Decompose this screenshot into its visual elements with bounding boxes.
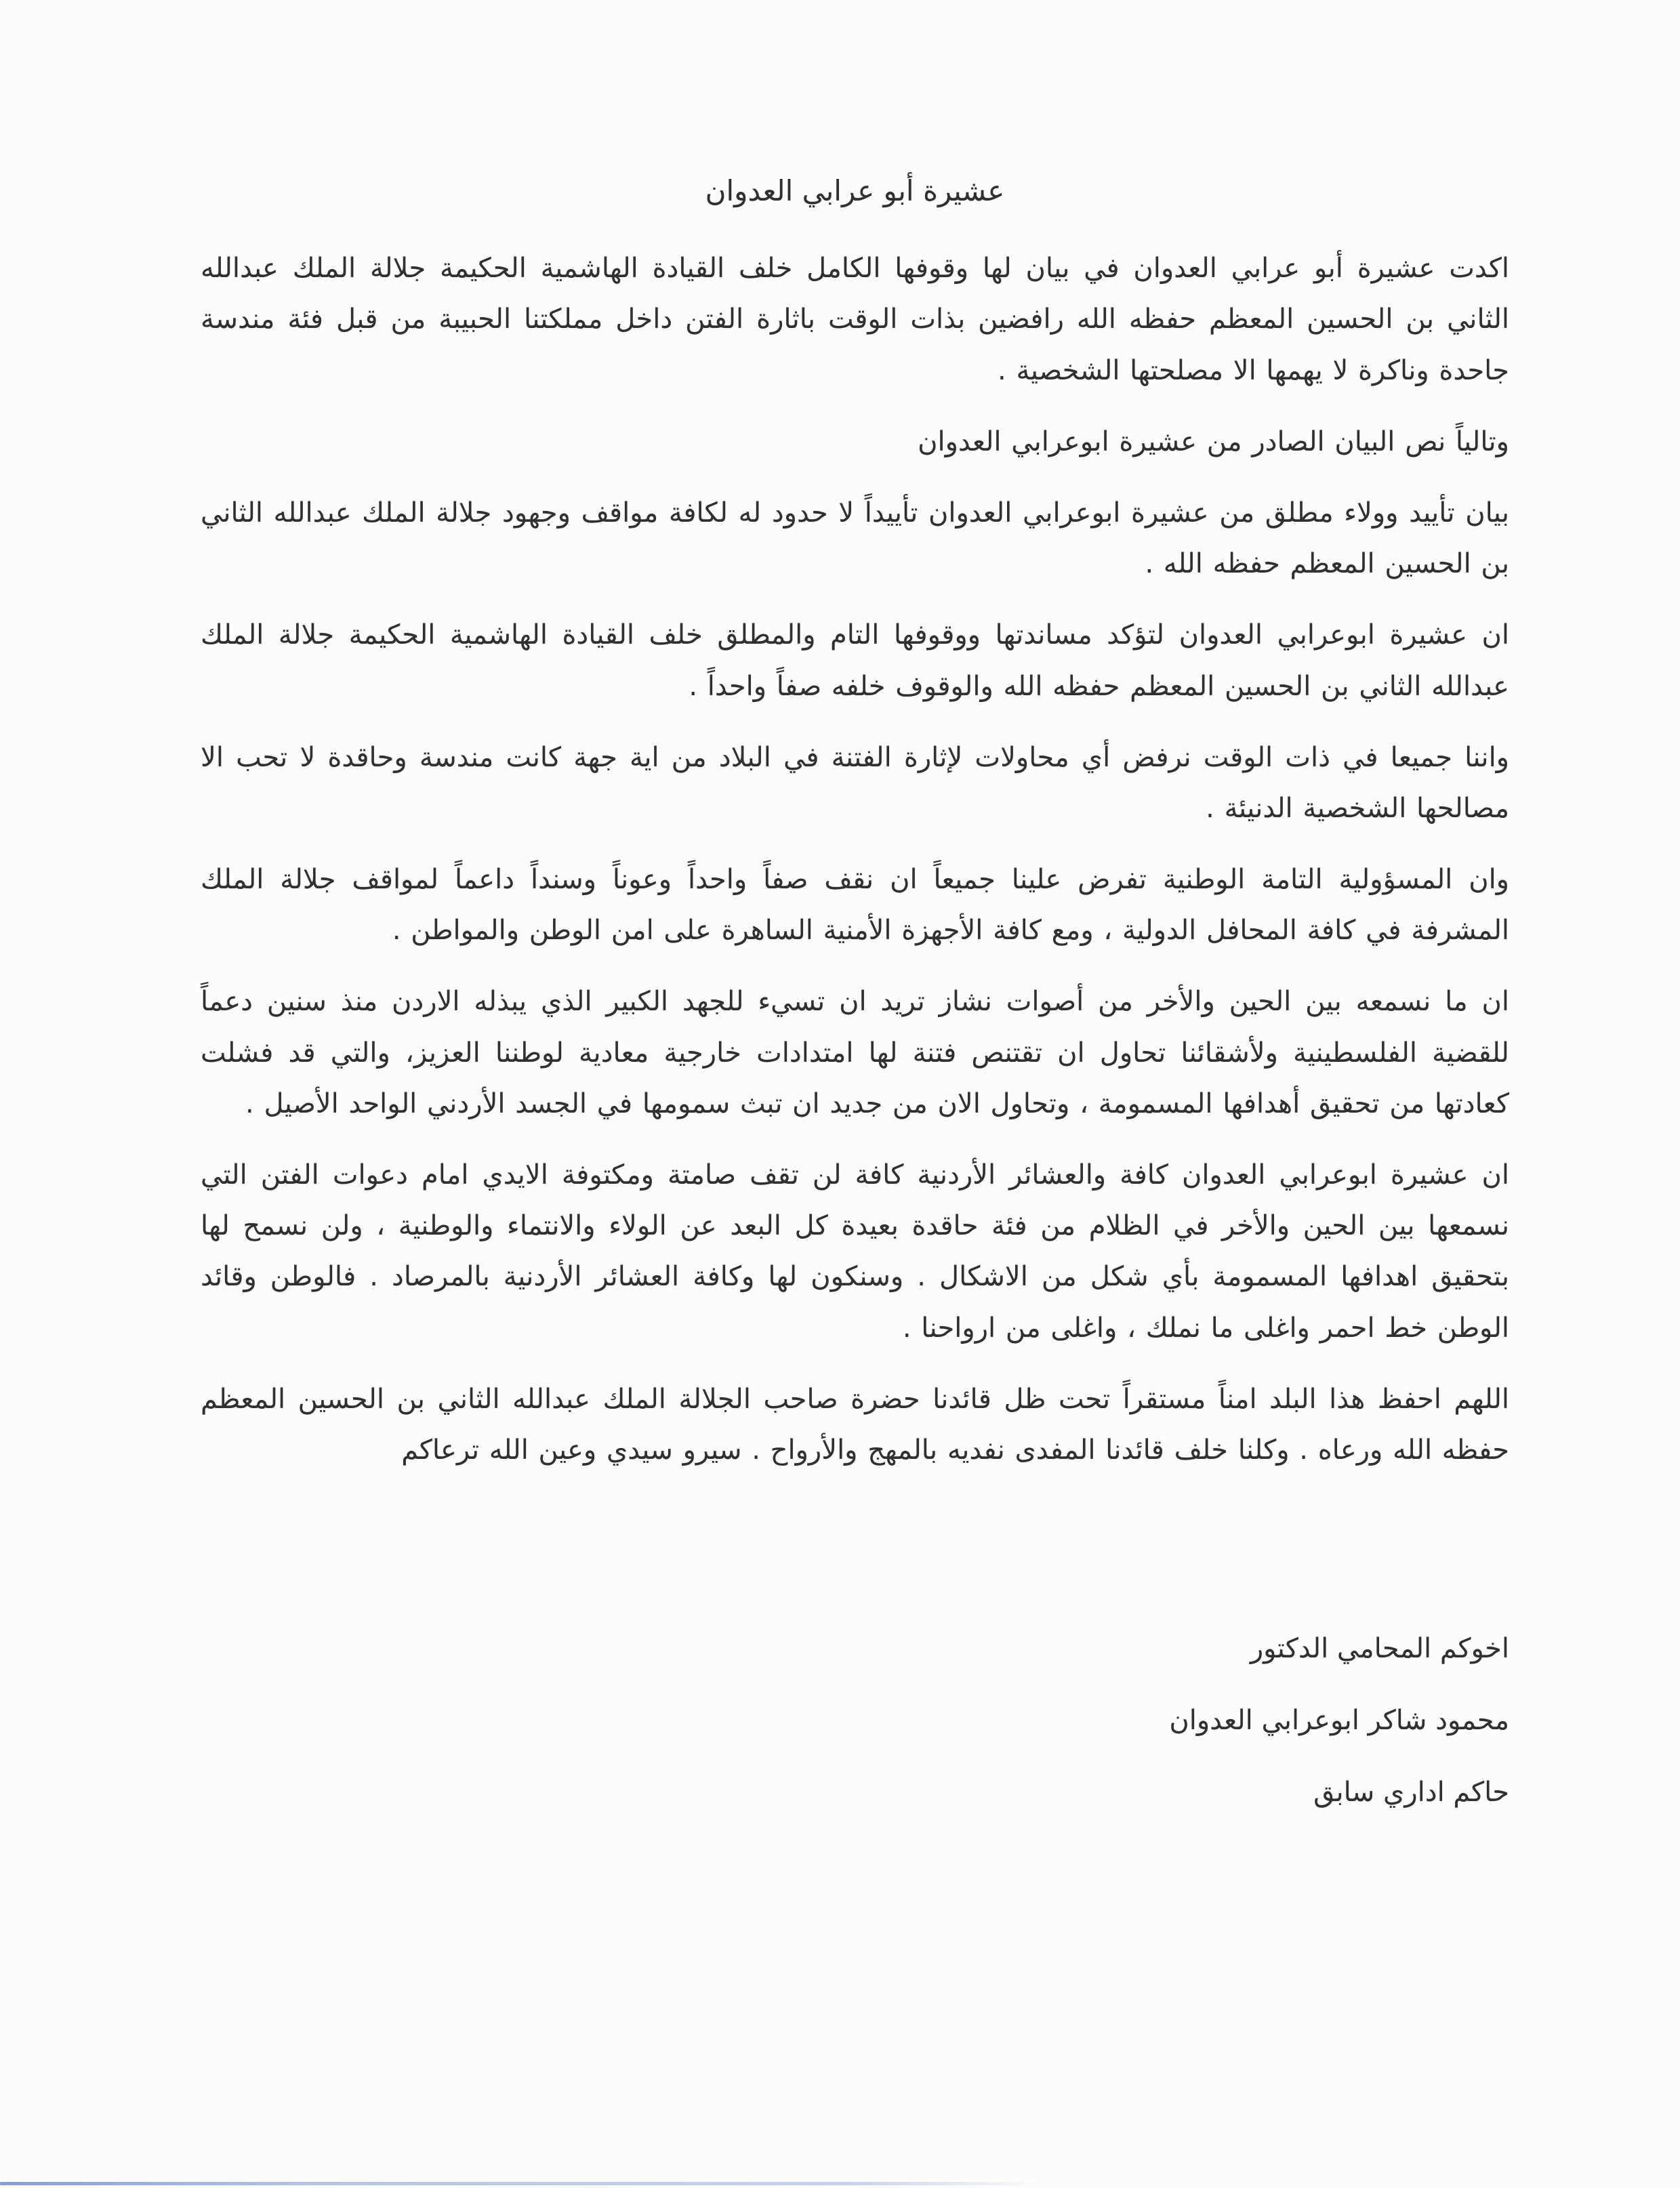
signature-block [201, 1624, 1509, 1817]
statement-lead-line: وتالياً نص البيان الصادر من عشيرة ابوعرابي العدوان [918, 426, 1509, 457]
statement-paragraph-national-duty: وان المسؤولية التامة الوطنية تفرض علينا جميعاً ان نقف صفاً واحداً وعوناً وسنداً داعماً لمواقف جلالة الملك المشرفة في كافة المحافل الدولية ، ومع كافة الأجهزة الأمنية الساهرة على امن الوطن والمواطن . [201, 864, 1509, 947]
signature-former-title: حاكم اداري سابق [1313, 1777, 1509, 1809]
signature-name: محمود شاكر ابوعرابي العدوان [1169, 1705, 1509, 1737]
statement-paragraph-tribes-stance: ان عشيرة ابوعرابي العدوان كافة والعشائر الأردنية كافة لن تقف صامتة ومكتوفة الايدي امام دعوات الفتن التي نسمعها بين الحين والأخر في الظلام من فئة حاقدة بعيدة كل البعد عن الولاء والانتماء والوطنية ، ولن نسمح لها بتحقيق اهدافها المسمومة بأي شكل من الاشكال . وسنكون لها وكافة العشائر الأردنية بالمرصاد . فالوطن وقائد الوطن خط احمر واغلى ما نملك ، واغلى من ارواحنا . [201, 1159, 1509, 1344]
statement-paragraph-prayer: اللهم احفظ هذا البلد امناً مستقراً تحت ظل قائدنا حضرة صاحب الجلالة الملك عبدالله الثاني بن الحسين المعظم حفظه الله ورعاه . وكلنا خلف قائدنا المفدى نفديه بالمهج والأرواح . سيرو سيدي وعين الله ترعاكم [201, 1383, 1509, 1466]
statement-paragraph-support: بيان تأييد وولاء مطلق من عشيرة ابوعرابي العدوان تأييداً لا حدود له لكافة مواقف وجهود جلالة الملك عبدالله الثاني بن الحسين المعظم حفظه الله . [201, 497, 1509, 580]
signature-salutation: اخوكم المحامي الدكتور [1250, 1633, 1509, 1665]
statement-paragraph-reject-sedition: واننا جميعا في ذات الوقت نرفض أي محاولات لإثارة الفتنة في البلاد من اية جهة كانت مندسة وحاقدة لا تحب الا مصالحها الشخصية الدنيئة . [201, 741, 1509, 824]
statement-paragraph-discordant-voices: ان ما نسمعه بين الحين والأخر من أصوات نشاز تريد ان تسيء للجهد الكبير الذي يبذله الاردن منذ سنين دعماً للقضية الفلسطينية ولأشقائنا تحاول ان تقتنص فتنة لها امتدادات خارجية معادية لوطننا العزيز، والتي قد فشلت كعادتها من تحقيق أهدافها المسمومة ، وتحاول الان من جديد ان تبث سمومها في الجسد الأردني الواحد الأصيل . [201, 986, 1509, 1119]
scan-artifact-line [0, 2182, 1042, 2185]
letter-title: عشيرة أبو عرابي العدوان [705, 174, 1005, 207]
intro-paragraph: اكدت عشيرة أبو عرابي العدوان في بيان لها وقوفها الكامل خلف القيادة الهاشمية الحكيمة جلالة الملك عبدالله الثاني بن الحسين المعظم حفظه الله رافضين بذات الوقت باثارة الفتن داخل مملكتنا الحبيبة من قبل فئة مندسة جاحدة وناكرة لا يهمها الا مصلحتها الشخصية . [201, 253, 1509, 386]
statement-paragraph-backing: ان عشيرة ابوعرابي العدوان لتؤكد مساندتها ووقوفها التام والمطلق خلف القيادة الهاشمية الحكيمة جلالة الملك عبدالله الثاني بن الحسين المعظم حفظه الله والوقوف خلفه صفاً واحداً . [201, 619, 1509, 702]
